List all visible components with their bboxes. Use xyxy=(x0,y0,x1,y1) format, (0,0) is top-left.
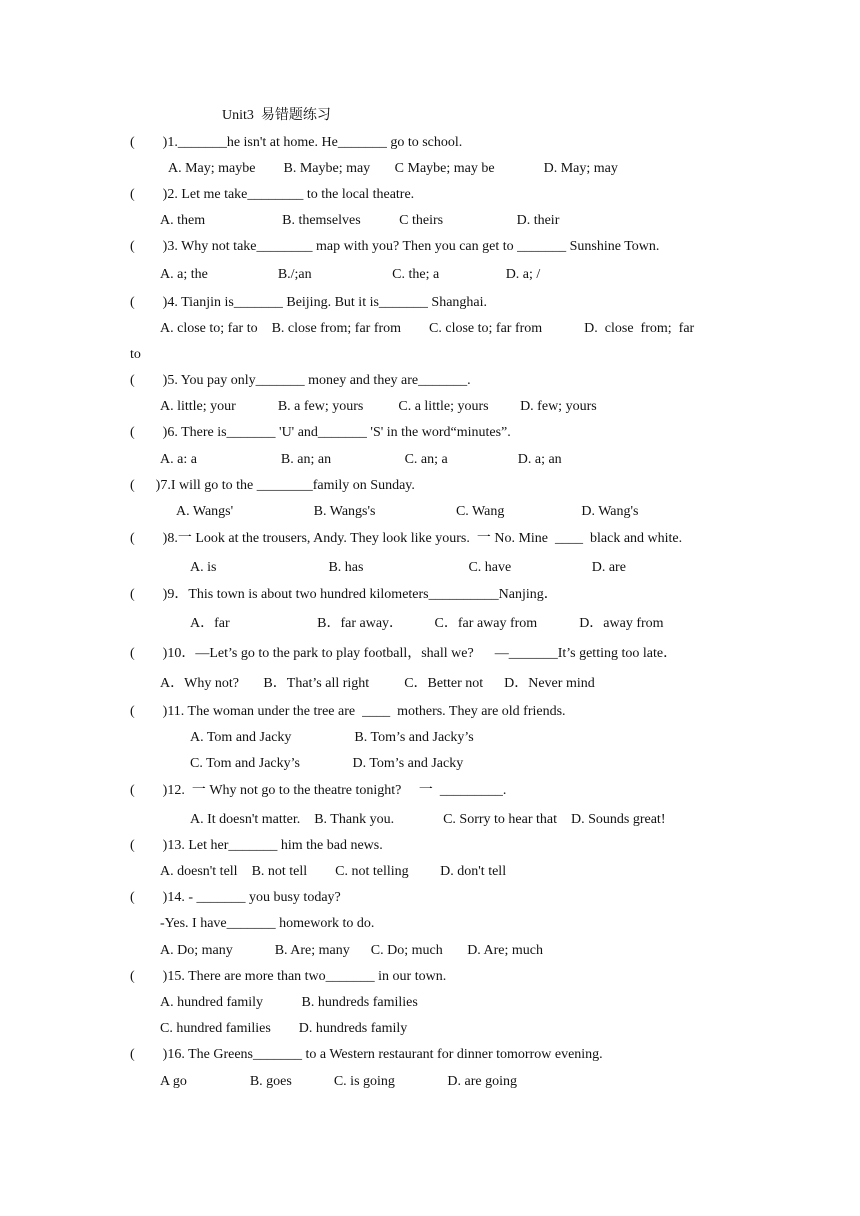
options-1: A. May; maybe B. Maybe; may C Maybe; may be D. May; may xyxy=(168,161,618,176)
question-15: ( )15. There are more than two_______ in our town. xyxy=(130,969,447,984)
options-15a: A. hundred family B. hundreds families xyxy=(160,995,418,1010)
options-12: A. It doesn't matter. B. Thank you. C. Sorry to hear that D. Sounds great! xyxy=(190,812,666,827)
options-15b: C. hundred families D. hundreds family xyxy=(160,1021,408,1036)
question-11: ( )11. The woman under the tree are ____ mothers. They are old friends. xyxy=(130,704,566,719)
options-7: A. Wangs' B. Wangs's C. Wang D. Wang's xyxy=(176,504,639,519)
options-4-wrap: to xyxy=(130,347,141,362)
page-title: Unit3 易错题练习 xyxy=(222,108,331,123)
options-6: A. a: a B. an; an C. an; a D. a; an xyxy=(160,452,562,467)
options-4: A. close to; far to B. close from; far from C. close to; far from D. close from; far xyxy=(160,321,695,336)
question-14: ( )14. - _______ you busy today? xyxy=(130,890,341,905)
options-3: A. a; the B./;an C. the; a D. a; / xyxy=(160,267,541,282)
options-16: A go B. goes C. is going D. are going xyxy=(160,1074,517,1089)
question-16: ( )16. The Greens_______ to a Western restaurant for dinner tomorrow evening. xyxy=(130,1047,603,1062)
question-12: ( )12. 一 Why not go to the theatre tonight? 一 _________. xyxy=(130,783,507,798)
options-13: A. doesn't tell B. not tell C. not telling D. don't tell xyxy=(160,864,507,879)
question-3: ( )3. Why not take________ map with you? Then you can get to _______ Sunshine Town. xyxy=(130,239,660,254)
options-9: A．far B．far away． C．far away from D．away from xyxy=(190,616,664,631)
options-2: A. them B. themselves C theirs D. their xyxy=(160,213,560,228)
question-6: ( )6. There is_______ 'U' and_______ 'S' in the word“minutes”. xyxy=(130,425,511,440)
options-5: A. little; your B. a few; yours C. a little; yours D. few; yours xyxy=(160,399,597,414)
options-8: A. is B. has C. have D. are xyxy=(190,560,626,575)
question-2: ( )2. Let me take________ to the local theatre. xyxy=(130,187,415,202)
question-5: ( )5. You pay only_______ money and they are_______. xyxy=(130,373,471,388)
question-9: ( )9．This town is about two hundred kilometers__________Nanjing． xyxy=(130,587,558,602)
question-10: ( )10．—Let’s go to the park to play football，shall we? —_______It’s getting too late． xyxy=(130,646,678,661)
question-1: ( )1._______he isn't at home. He_______ go to school. xyxy=(130,135,463,150)
options-14: A. Do; many B. Are; many C. Do; much D. Are; much xyxy=(160,943,544,958)
options-11a: A. Tom and Jacky B. Tom’s and Jacky’s xyxy=(190,730,474,745)
question-7: ( )7.I will go to the ________family on Sunday. xyxy=(130,478,415,493)
question-14-reply: -Yes. I have_______ homework to do. xyxy=(160,916,375,931)
question-8: ( )8.一 Look at the trousers, Andy. They look like yours. 一 No. Mine ____ black and white. xyxy=(130,531,683,546)
question-4: ( )4. Tianjin is_______ Beijing. But it is_______ Shanghai. xyxy=(130,295,488,310)
options-11b: C. Tom and Jacky’s D. Tom’s and Jacky xyxy=(190,756,464,771)
options-10: A．Why not? B．That’s all right C．Better not D．Never mind xyxy=(160,676,595,691)
question-13: ( )13. Let her_______ him the bad news. xyxy=(130,838,383,853)
